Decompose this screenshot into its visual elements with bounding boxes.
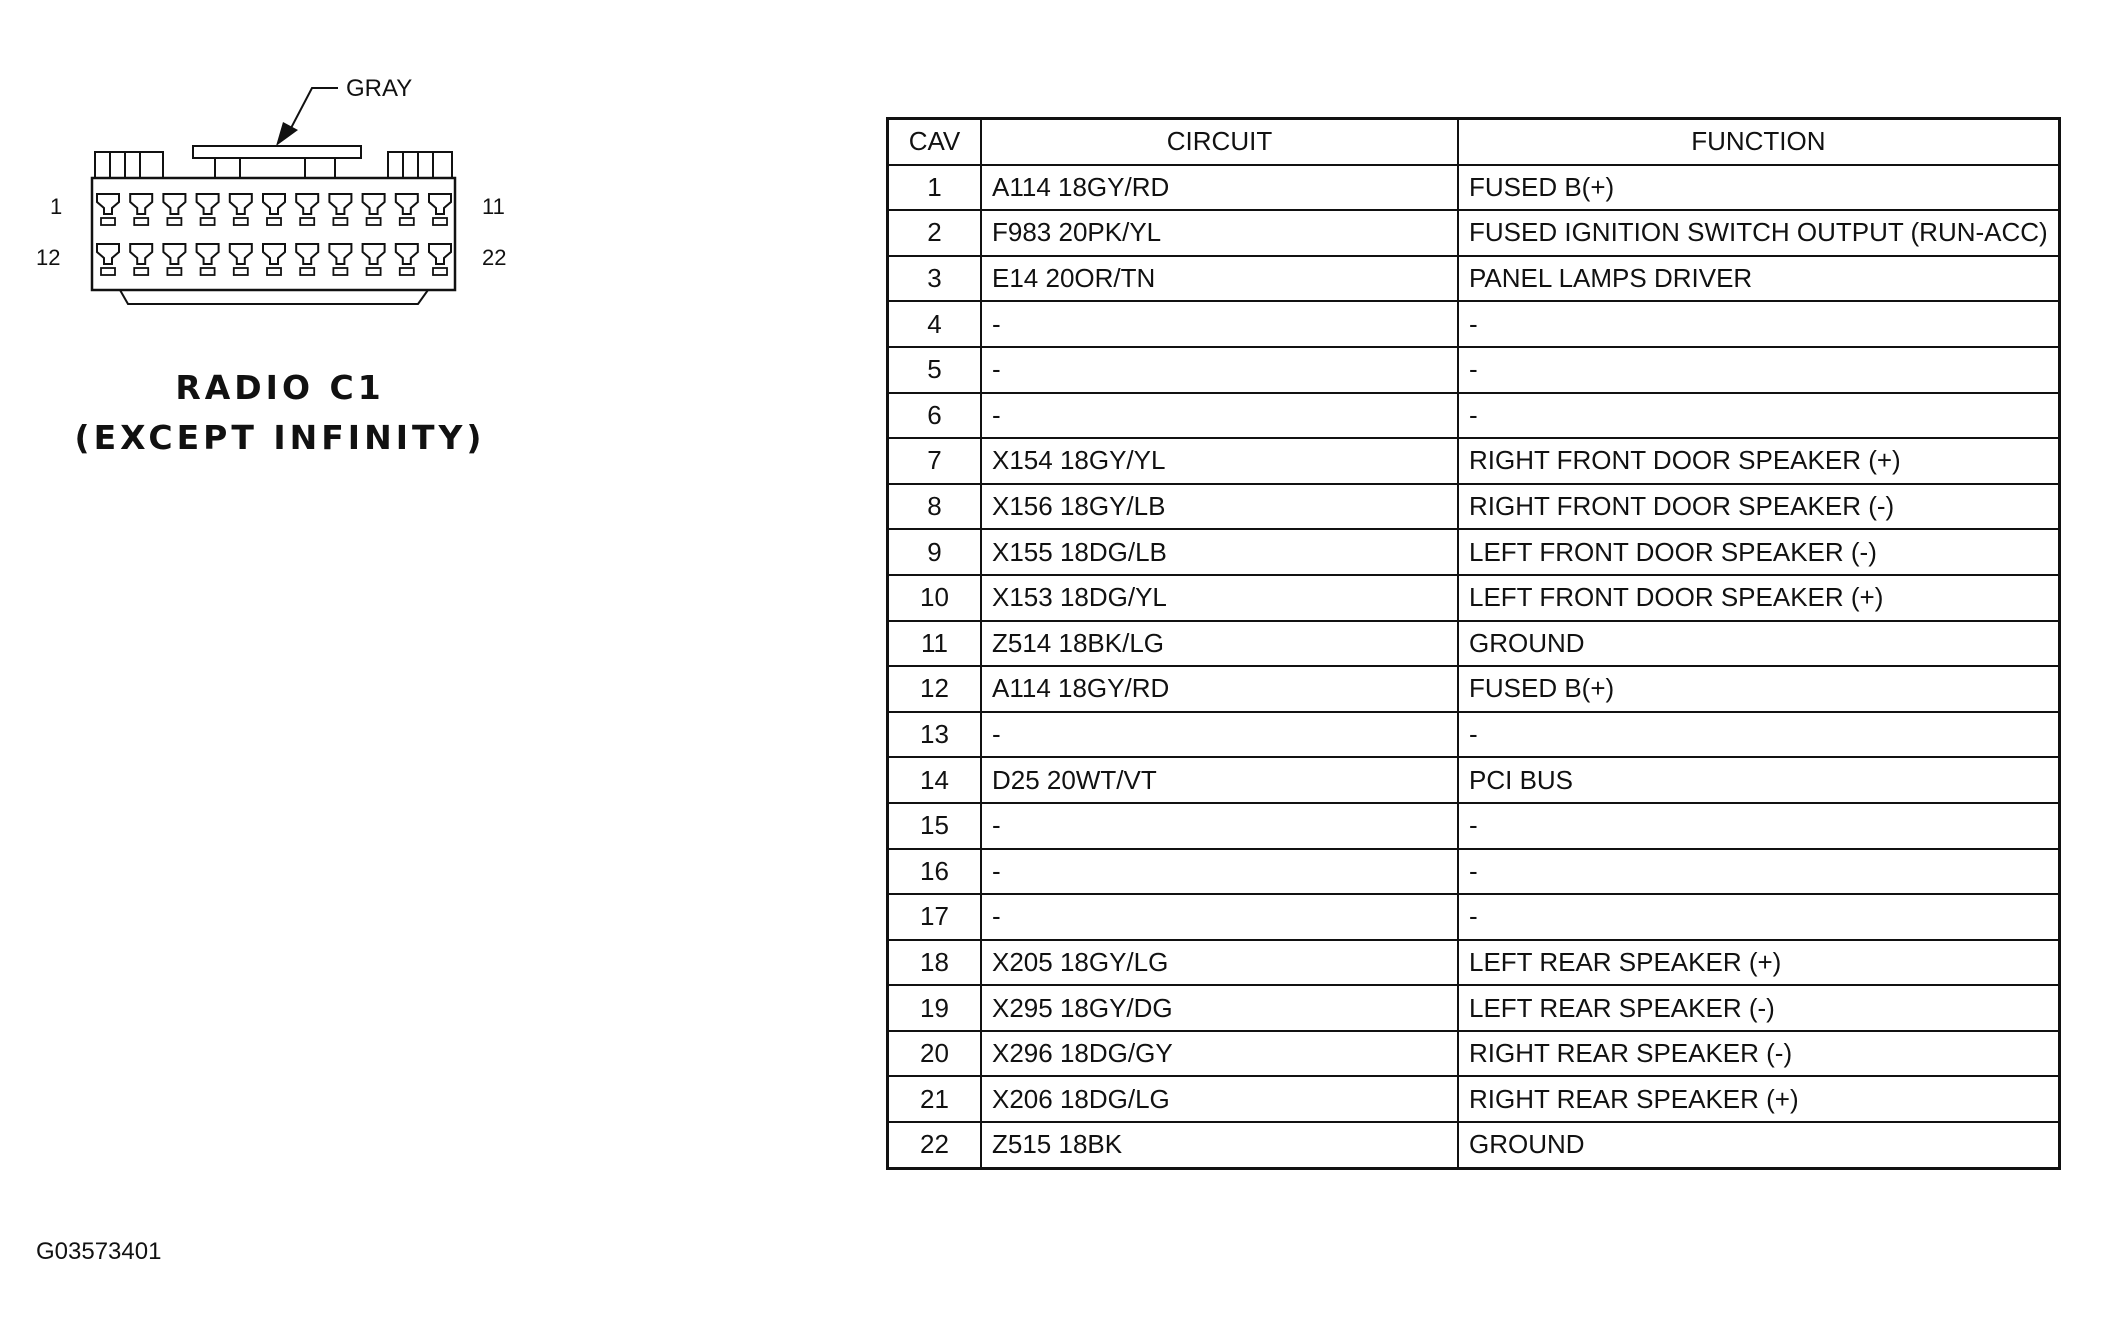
cav-cell: 16 — [888, 849, 982, 895]
callout-leader — [290, 88, 338, 130]
figure-id: G03573401 — [36, 1238, 162, 1265]
function-cell: - — [1458, 347, 2059, 393]
cav-cell: 19 — [888, 985, 982, 1031]
circuit-cell: X155 18DG/LB — [981, 529, 1458, 575]
pinout-table — [886, 117, 2061, 1170]
function-cell: - — [1458, 301, 2059, 347]
table-row — [888, 757, 2060, 803]
pin-label-12: 12 — [36, 245, 61, 270]
cav-cell: 17 — [888, 894, 982, 940]
connector-rib-right — [388, 152, 452, 178]
pin-label-11: 11 — [482, 194, 505, 219]
function-cell: FUSED B(+) — [1458, 666, 2059, 712]
cav-cell: 15 — [888, 803, 982, 849]
cav-cell: 20 — [888, 1031, 982, 1077]
table-row — [888, 393, 2060, 439]
circuit-cell: - — [981, 347, 1458, 393]
function-cell: LEFT REAR SPEAKER (-) — [1458, 985, 2059, 1031]
cav-cell: 14 — [888, 757, 982, 803]
function-cell: LEFT REAR SPEAKER (+) — [1458, 940, 2059, 986]
connector-diagram — [0, 0, 560, 340]
function-cell: LEFT FRONT DOOR SPEAKER (+) — [1458, 575, 2059, 621]
circuit-cell: X205 18GY/LG — [981, 940, 1458, 986]
cav-cell: 4 — [888, 301, 982, 347]
table-row — [888, 575, 2060, 621]
circuit-cell: - — [981, 393, 1458, 439]
function-cell: RIGHT REAR SPEAKER (-) — [1458, 1031, 2059, 1077]
pin-label-1: 1 — [50, 194, 63, 219]
function-cell: RIGHT FRONT DOOR SPEAKER (+) — [1458, 438, 2059, 484]
circuit-cell: X295 18GY/DG — [981, 985, 1458, 1031]
circuit-cell: A114 18GY/RD — [981, 165, 1458, 211]
cav-cell: 1 — [888, 165, 982, 211]
callout-label: GRAY — [346, 75, 413, 102]
table-row — [888, 256, 2060, 302]
circuit-cell: F983 20PK/YL — [981, 210, 1458, 256]
cav-cell: 3 — [888, 256, 982, 302]
header-circuit: CIRCUIT — [981, 119, 1458, 165]
circuit-cell: X156 18GY/LB — [981, 484, 1458, 530]
function-cell: FUSED B(+) — [1458, 165, 2059, 211]
function-cell: - — [1458, 803, 2059, 849]
table-row — [888, 1076, 2060, 1122]
header-cav: CAV — [888, 119, 982, 165]
table-row — [888, 165, 2060, 211]
callout-arrowhead — [276, 122, 298, 146]
cav-cell: 13 — [888, 712, 982, 758]
circuit-cell: - — [981, 803, 1458, 849]
function-cell: PANEL LAMPS DRIVER — [1458, 256, 2059, 302]
circuit-cell: Z514 18BK/LG — [981, 621, 1458, 667]
pin-label-22: 22 — [482, 245, 507, 270]
circuit-cell: X153 18DG/YL — [981, 575, 1458, 621]
function-cell: - — [1458, 849, 2059, 895]
cav-cell: 9 — [888, 529, 982, 575]
cav-cell: 6 — [888, 393, 982, 439]
circuit-cell: X154 18GY/YL — [981, 438, 1458, 484]
table-row — [888, 1122, 2060, 1168]
circuit-cell: - — [981, 849, 1458, 895]
table-row — [888, 894, 2060, 940]
circuit-cell: X296 18DG/GY — [981, 1031, 1458, 1077]
connector-ribs — [110, 152, 433, 178]
circuit-cell: A114 18GY/RD — [981, 666, 1458, 712]
table-row — [888, 712, 2060, 758]
table-row — [888, 484, 2060, 530]
table-row — [888, 210, 2060, 256]
function-cell: GROUND — [1458, 621, 2059, 667]
function-cell: - — [1458, 894, 2059, 940]
cav-cell: 7 — [888, 438, 982, 484]
circuit-cell: Z515 18BK — [981, 1122, 1458, 1168]
circuit-cell: D25 20WT/VT — [981, 757, 1458, 803]
connector-bottom-flange — [120, 290, 428, 304]
table-row — [888, 849, 2060, 895]
table-row — [888, 529, 2060, 575]
cav-cell: 2 — [888, 210, 982, 256]
function-cell: - — [1458, 393, 2059, 439]
cav-cell: 21 — [888, 1076, 982, 1122]
table-row — [888, 666, 2060, 712]
table-row — [888, 438, 2060, 484]
table-row — [888, 1031, 2060, 1077]
table-row — [888, 985, 2060, 1031]
function-cell: - — [1458, 712, 2059, 758]
circuit-cell: X206 18DG/LG — [981, 1076, 1458, 1122]
table-row — [888, 347, 2060, 393]
circuit-cell: - — [981, 301, 1458, 347]
connector-rib-left — [95, 152, 163, 178]
table-row — [888, 301, 2060, 347]
function-cell: PCI BUS — [1458, 757, 2059, 803]
connector-latch — [193, 146, 361, 158]
header-function: FUNCTION — [1458, 119, 2059, 165]
function-cell: RIGHT FRONT DOOR SPEAKER (-) — [1458, 484, 2059, 530]
function-cell: GROUND — [1458, 1122, 2059, 1168]
cav-cell: 22 — [888, 1122, 982, 1168]
cav-cell: 18 — [888, 940, 982, 986]
cav-cell: 5 — [888, 347, 982, 393]
cav-cell: 11 — [888, 621, 982, 667]
connector-title: RADIO C1 — [175, 368, 385, 407]
table-header-row — [888, 119, 2060, 165]
table-row — [888, 621, 2060, 667]
function-cell: LEFT FRONT DOOR SPEAKER (-) — [1458, 529, 2059, 575]
function-cell: RIGHT REAR SPEAKER (+) — [1458, 1076, 2059, 1122]
circuit-cell: E14 20OR/TN — [981, 256, 1458, 302]
function-cell: FUSED IGNITION SWITCH OUTPUT (RUN-ACC) — [1458, 210, 2059, 256]
circuit-cell: - — [981, 894, 1458, 940]
circuit-cell: - — [981, 712, 1458, 758]
table-body — [888, 165, 2060, 1169]
cav-cell: 12 — [888, 666, 982, 712]
table-row — [888, 940, 2060, 986]
connector-subtitle: (EXCEPT INFINITY) — [74, 418, 486, 457]
table-row — [888, 803, 2060, 849]
cav-cell: 10 — [888, 575, 982, 621]
cav-cell: 8 — [888, 484, 982, 530]
